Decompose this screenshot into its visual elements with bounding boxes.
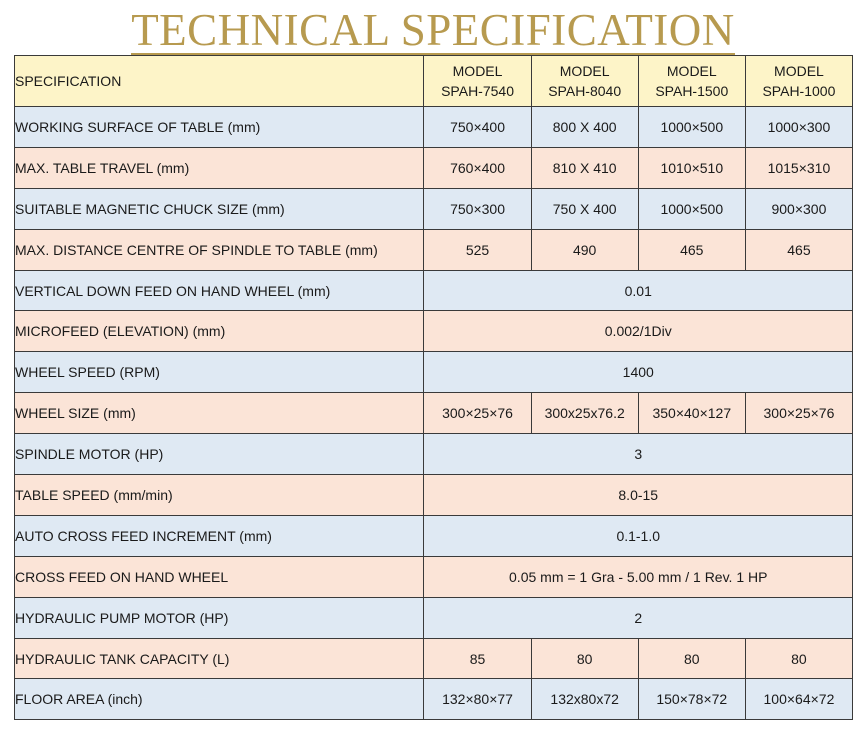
row-value: 760×400 (424, 147, 531, 188)
spec-table (14, 55, 853, 720)
row-value: 810 X 410 (531, 147, 638, 188)
header-model (638, 56, 745, 107)
row-value-merged: 0.1-1.0 (424, 515, 853, 556)
row-value: 300×25×76 (745, 393, 852, 434)
model-line2: SPAH-1500 (655, 83, 729, 99)
model-line1: MODEL (774, 63, 824, 79)
model-line2: SPAH-8040 (548, 83, 622, 99)
table-row (15, 393, 853, 434)
row-value: 132×80×77 (424, 679, 531, 720)
row-label: WORKING SURFACE OF TABLE (mm) (15, 107, 424, 148)
row-value: 300×25×76 (424, 393, 531, 434)
row-value: 80 (531, 638, 638, 679)
row-value: 1000×500 (638, 107, 745, 148)
table-row (15, 229, 853, 270)
row-value: 465 (745, 229, 852, 270)
table-row (15, 515, 853, 556)
row-value: 900×300 (745, 188, 852, 229)
table-row (15, 475, 853, 516)
table-row (15, 270, 853, 311)
table-row (15, 434, 853, 475)
row-label: MICROFEED (ELEVATION) (mm) (15, 311, 424, 352)
row-label: SPINDLE MOTOR (HP) (15, 434, 424, 475)
row-value: 1015×310 (745, 147, 852, 188)
page-title (0, 6, 866, 56)
row-label: CROSS FEED ON HAND WHEEL (15, 556, 424, 597)
row-label: FLOOR AREA (inch) (15, 679, 424, 720)
table-row (15, 107, 853, 148)
table-row (15, 188, 853, 229)
row-value-merged: 3 (424, 434, 853, 475)
row-label: TABLE SPEED (mm/min) (15, 475, 424, 516)
row-value: 750×300 (424, 188, 531, 229)
row-value: 85 (424, 638, 531, 679)
model-line2: SPAH-7540 (441, 83, 514, 99)
header-model (531, 56, 638, 107)
table-row (15, 679, 853, 720)
row-value: 300x25x76.2 (531, 393, 638, 434)
row-value: 100×64×72 (745, 679, 852, 720)
model-line1: MODEL (452, 63, 503, 79)
header-specification: SPECIFICATION (15, 56, 424, 107)
row-value: 525 (424, 229, 531, 270)
row-value: 490 (531, 229, 638, 270)
row-label: HYDRAULIC PUMP MOTOR (HP) (15, 597, 424, 638)
model-line1: MODEL (559, 63, 610, 79)
row-label: MAX. TABLE TRAVEL (mm) (15, 147, 424, 188)
row-value: 465 (638, 229, 745, 270)
row-value: 1010×510 (638, 147, 745, 188)
row-value-merged: 2 (424, 597, 853, 638)
row-value: 1000×300 (745, 107, 852, 148)
row-value-merged: 8.0-15 (424, 475, 853, 516)
row-value: 150×78×72 (638, 679, 745, 720)
table-row (15, 147, 853, 188)
row-value-merged: 0.05 mm = 1 Gra - 5.00 mm / 1 Rev. 1 HP (424, 556, 853, 597)
table-row (15, 311, 853, 352)
row-value-merged: 0.01 (424, 270, 853, 311)
table-body (15, 107, 853, 720)
row-label: HYDRAULIC TANK CAPACITY (L) (15, 638, 424, 679)
row-value: 750×400 (424, 107, 531, 148)
row-value: 132x80x72 (531, 679, 638, 720)
row-label: WHEEL SIZE (mm) (15, 393, 424, 434)
row-value: 1000×500 (638, 188, 745, 229)
title-text: TECHNICAL SPECIFICATION (131, 5, 735, 55)
row-value: 80 (638, 638, 745, 679)
row-label: VERTICAL DOWN FEED ON HAND WHEEL (mm) (15, 270, 424, 311)
row-value: 800 X 400 (531, 107, 638, 148)
row-label: SUITABLE MAGNETIC CHUCK SIZE (mm) (15, 188, 424, 229)
row-value: 350×40×127 (638, 393, 745, 434)
row-label: AUTO CROSS FEED INCREMENT (mm) (15, 515, 424, 556)
model-line1: MODEL (666, 63, 717, 79)
header-model (745, 56, 852, 107)
row-value: 80 (745, 638, 852, 679)
table-header-row (15, 56, 853, 107)
table-row (15, 597, 853, 638)
row-value-merged: 1400 (424, 352, 853, 393)
table-row (15, 638, 853, 679)
model-line2: SPAH-1000 (762, 83, 836, 99)
row-label: MAX. DISTANCE CENTRE OF SPINDLE TO TABLE (mm) (15, 229, 424, 270)
row-value-merged: 0.002/1Div (424, 311, 853, 352)
row-value: 750 X 400 (531, 188, 638, 229)
header-model (424, 56, 531, 107)
row-label: WHEEL SPEED (RPM) (15, 352, 424, 393)
table-row (15, 352, 853, 393)
table-row (15, 556, 853, 597)
